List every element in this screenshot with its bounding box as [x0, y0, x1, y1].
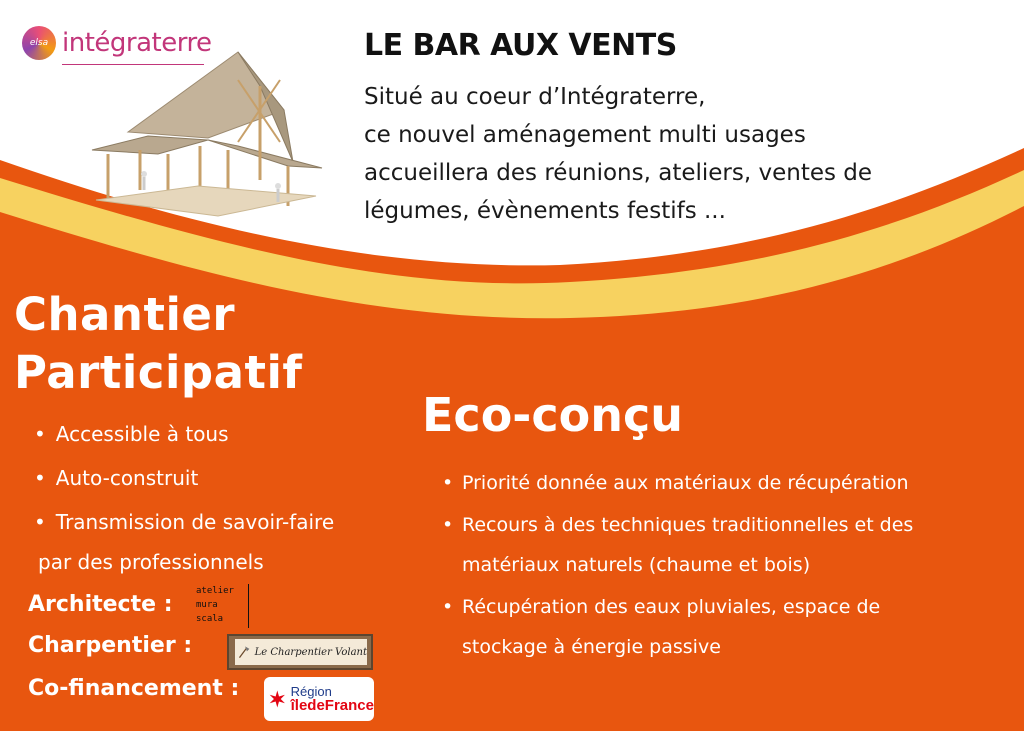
architecte-label: Architecte :: [28, 592, 173, 617]
page-title: LE BAR AUX VENTS: [364, 28, 677, 63]
charpentier-logo: [227, 634, 373, 670]
intro-line: accueillera des réunions, ateliers, ventes de: [364, 160, 873, 186]
list-item-line: Récupération des eaux pluviales, espace de: [462, 596, 881, 618]
architecte-logo-line: mura: [196, 600, 218, 610]
region-logo: [264, 677, 374, 721]
financement-label: Co-financement :: [28, 676, 240, 701]
architecte-logo: [192, 584, 249, 628]
list-item: • Transmission de savoir-faire: [34, 500, 334, 544]
brand-name: intégraterre: [62, 28, 212, 58]
eco-heading: Eco-conçu: [422, 388, 684, 442]
intro-line: ce nouvel aménagement multi usages: [364, 122, 806, 148]
intro-text: [364, 78, 1004, 230]
intro-line: légumes, évènements festifs ...: [364, 198, 726, 224]
list-item: • Auto-construit: [34, 456, 334, 500]
chantier-list: [34, 412, 334, 544]
list-item-continuation: par des professionnels: [38, 550, 264, 574]
region-star-icon: [268, 688, 287, 710]
list-item-line: Priorité donnée aux matériaux de récupération: [462, 472, 909, 494]
elsa-logo-icon: elsa: [22, 26, 56, 60]
chantier-heading: [14, 286, 302, 402]
architecte-logo-line: atelier: [196, 586, 234, 596]
intro-line: Situé au coeur d’Intégraterre,: [364, 84, 706, 110]
chantier-heading-line2: Participatif: [14, 346, 303, 399]
eco-list: [440, 463, 1020, 669]
architecte-logo-line: scala: [196, 614, 224, 624]
list-item: • Accessible à tous: [34, 412, 334, 456]
list-item-line: stockage à énergie passive: [462, 636, 721, 658]
charpentier-logo-text: Le Charpentier Volant: [254, 646, 367, 658]
list-item: [440, 587, 1020, 667]
list-item: [440, 505, 1020, 585]
building-illustration: [88, 50, 328, 220]
region-logo-line2: îledeFrance: [290, 697, 374, 714]
region-logo-line1: Région: [290, 684, 332, 699]
chantier-heading-line1: Chantier: [14, 288, 236, 341]
list-item-line: matériaux naturels (chaume et bois): [462, 554, 811, 576]
axe-icon: [237, 641, 251, 663]
list-item: [440, 463, 1020, 503]
list-item-line: Recours à des techniques traditionnelles et des: [462, 514, 914, 536]
charpentier-label: Charpentier :: [28, 633, 193, 658]
